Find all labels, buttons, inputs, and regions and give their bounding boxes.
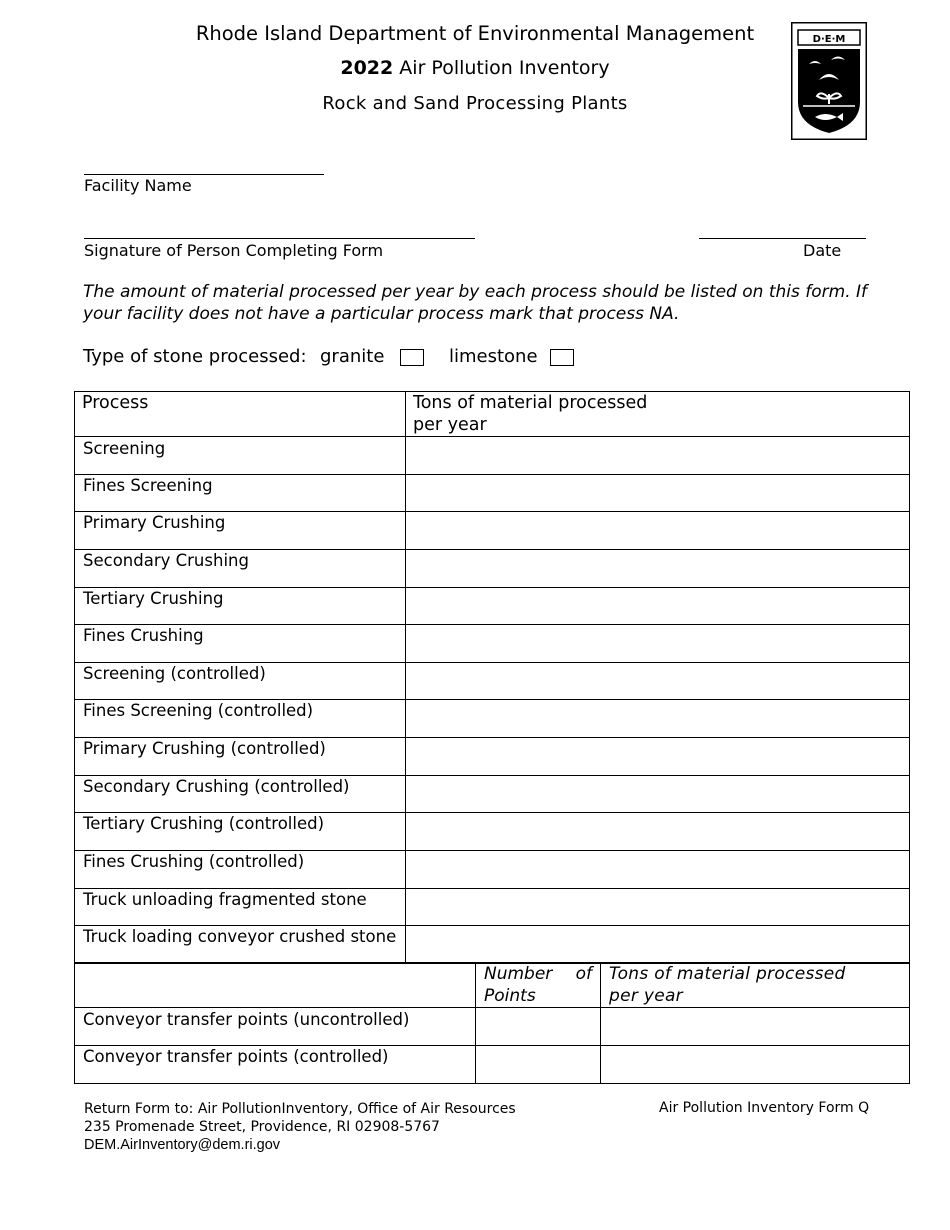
process-header: Process: [75, 392, 406, 437]
process-name: Fines Screening (controlled): [83, 701, 314, 720]
tons-header: Tons of material processed per year: [406, 392, 910, 437]
tons-input[interactable]: [601, 1046, 910, 1084]
tons-input[interactable]: [406, 475, 910, 512]
tons-input[interactable]: [406, 813, 910, 851]
table-row: [75, 437, 910, 475]
form-subtitle: Rock and Sand Processing Plants: [322, 93, 628, 114]
tons-input[interactable]: [406, 550, 910, 588]
process-name: Fines Crushing: [83, 626, 204, 645]
granite-checkbox[interactable]: [400, 349, 424, 366]
table-header-row: [75, 392, 910, 437]
tons-input[interactable]: [406, 700, 910, 738]
points-header: Number of Points: [476, 963, 601, 1008]
table-row: [75, 776, 910, 813]
process-name: Tertiary Crushing (controlled): [83, 814, 325, 833]
tons-input[interactable]: [406, 512, 910, 550]
table-row: [75, 588, 910, 625]
table-row: [75, 926, 910, 964]
process-table: [74, 391, 910, 964]
process-name: Primary Crushing (controlled): [83, 739, 326, 758]
table-row: [75, 625, 910, 663]
tons-input[interactable]: [406, 437, 910, 475]
email-address[interactable]: DEM.AirInventory@dem.ri.gov: [84, 1137, 281, 1153]
stone-type-label: Type of stone processed:: [83, 346, 307, 367]
limestone-checkbox[interactable]: [550, 349, 574, 366]
signature-line[interactable]: [84, 238, 475, 239]
date-line[interactable]: [699, 238, 866, 239]
conveyor-table: [74, 962, 910, 1084]
table-row: [75, 738, 910, 776]
limestone-label: limestone: [449, 346, 538, 367]
process-name: Truck loading conveyor crushed stone: [83, 927, 397, 946]
instructions: The amount of material processed per year by each process should be listed on this form. If your facility does not have a particular process mark that process NA.: [83, 282, 868, 324]
tons-input[interactable]: [406, 738, 910, 776]
process-name: Fines Crushing (controlled): [83, 852, 305, 871]
conveyor-name: Conveyor transfer points (controlled): [83, 1047, 389, 1066]
return-address: [84, 1100, 516, 1154]
facility-name-line[interactable]: [84, 174, 324, 175]
return-line: Return Form to: Air PollutionInventory, Office of Air Resources: [84, 1101, 516, 1117]
conveyor-header-row: [75, 963, 910, 1008]
points-input[interactable]: [476, 1008, 601, 1046]
tons2-header: Tons of material processed per year: [601, 963, 910, 1008]
tons-input[interactable]: [406, 851, 910, 889]
conveyor-name: Conveyor transfer points (uncontrolled): [83, 1010, 410, 1029]
table-row: [75, 700, 910, 738]
table-row: [75, 1046, 910, 1084]
tons-input[interactable]: [406, 625, 910, 663]
table-row: [75, 889, 910, 926]
dem-logo: [791, 22, 867, 140]
inventory-name: Air Pollution Inventory: [399, 57, 610, 79]
process-name: Secondary Crushing: [83, 551, 249, 570]
logo-text: D·E·M: [812, 34, 846, 45]
table-row: [75, 813, 910, 851]
process-name: Primary Crushing: [83, 513, 226, 532]
form-id: Air Pollution Inventory Form Q: [659, 1100, 870, 1116]
process-name: Screening (controlled): [83, 664, 266, 683]
tons-input[interactable]: [406, 663, 910, 700]
table-row: [75, 1008, 910, 1046]
process-name: Secondary Crushing (controlled): [83, 777, 350, 796]
process-name: Screening: [83, 439, 166, 458]
process-name: Tertiary Crushing: [83, 589, 224, 608]
points-input[interactable]: [476, 1046, 601, 1084]
agency-title: Rhode Island Department of Environmental Management: [195, 22, 755, 45]
table-row: [75, 512, 910, 550]
street-address: 235 Promenade Street, Providence, RI 02908-5767: [84, 1119, 440, 1135]
table-row: [75, 475, 910, 512]
tons-input[interactable]: [406, 926, 910, 964]
process-name: Fines Screening: [83, 476, 213, 495]
table-row: [75, 851, 910, 889]
tons-input[interactable]: [406, 889, 910, 926]
granite-label: granite: [320, 346, 385, 367]
process-name: Truck unloading fragmented stone: [83, 890, 367, 909]
table-row: [75, 550, 910, 588]
report-year: 2022: [340, 57, 394, 79]
table-row: [75, 663, 910, 700]
tons-input[interactable]: [406, 588, 910, 625]
tons-input[interactable]: [601, 1008, 910, 1046]
facility-name-label: Facility Name: [84, 176, 192, 195]
signature-label: Signature of Person Completing Form: [84, 241, 384, 260]
date-label: Date: [803, 241, 842, 260]
tons-input[interactable]: [406, 776, 910, 813]
